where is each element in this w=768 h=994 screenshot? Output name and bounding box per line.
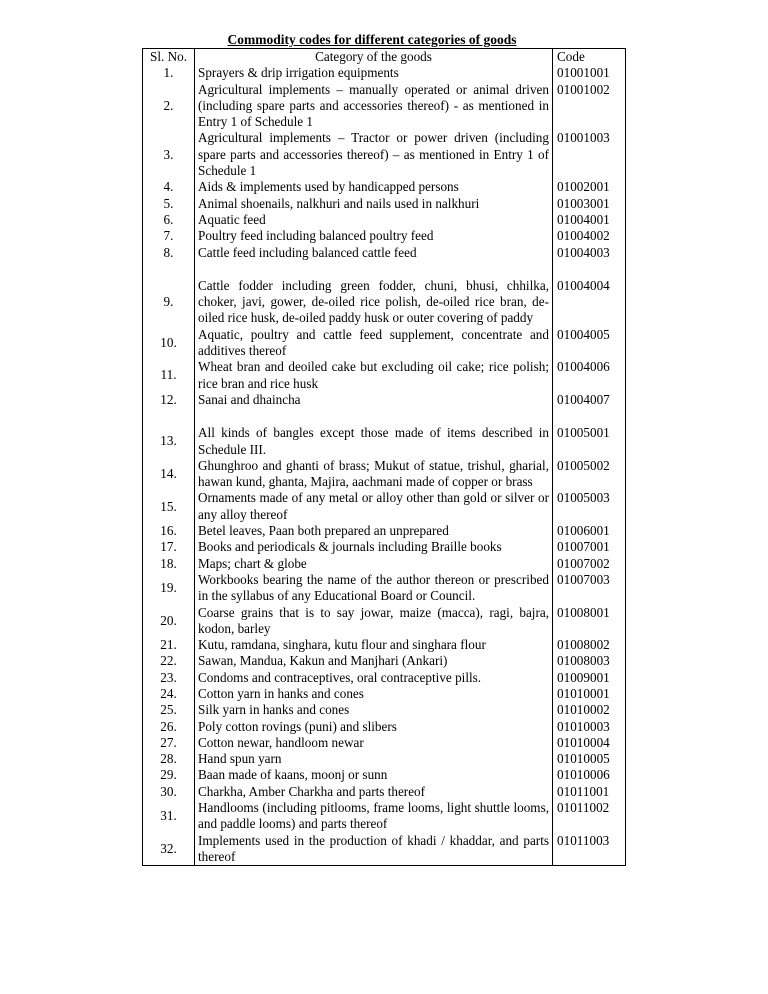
row-category: Condoms and contraceptives, oral contraceptive pills. [198,669,482,685]
row-code: 01005003 [553,490,626,523]
row-sl-no: 27. [143,735,195,751]
spacer-row [143,261,626,278]
row-sl-no: 23. [143,670,195,686]
table-row [143,179,626,195]
row-sl-no: 16. [143,523,195,539]
row-code: 01010001 [553,686,626,702]
row-sl-no: 3. [143,130,195,179]
table-row [143,130,626,179]
row-sl-no: 18. [143,556,195,572]
row-code: 01004002 [553,228,626,244]
row-sl-no: 14. [143,458,195,491]
table-row [143,539,626,555]
row-sl-no: 15. [143,490,195,523]
table-row [143,82,626,131]
table-row [143,327,626,360]
table-row [143,196,626,212]
row-category: Animal shoenails, nalkhuri and nails used in nalkhuri [198,195,480,211]
row-sl-no: 6. [143,212,195,228]
row-code: 01004004 [553,278,626,327]
spacer-cell [553,261,626,278]
spacer-cell [195,261,553,278]
spacer-row [143,408,626,425]
row-sl-no: 31. [143,800,195,833]
table-row [143,702,626,718]
row-code: 01010004 [553,735,626,751]
row-category: Agricultural implements – Tractor or power driven (including spare parts and accessories thereof) – as mentioned in Entry 1 of Schedule 1 [198,130,549,179]
row-category: Poly cotton rovings (puni) and slibers [198,718,397,734]
spacer-cell [553,408,626,425]
table-row [143,65,626,81]
row-sl-no: 1. [143,65,195,81]
row-category: Ornaments made of any metal or alloy other than gold or silver or any alloy thereof [198,490,549,522]
row-category: Cattle fodder including green fodder, chuni, bhusi, chhilka, choker, javi, gower, de-oiled rice polish, de-oiled rice bran, de-oiled rice husk, de-oiled paddy husk or outer covering of paddy [198,277,549,326]
row-sl-no: 20. [143,605,195,638]
row-sl-no: 29. [143,767,195,783]
row-category: Silk yarn in hanks and cones [198,702,350,718]
row-code: 01008003 [553,653,626,669]
row-category: Cotton newar, handloom newar [198,734,364,750]
table-row [143,458,626,491]
spacer-cell [143,261,195,278]
row-sl-no: 32. [143,833,195,866]
row-sl-no: 21. [143,637,195,653]
row-code: 01001001 [553,65,626,81]
row-sl-no: 25. [143,702,195,718]
table-row [143,212,626,228]
table-row [143,653,626,669]
spacer-cell [195,408,553,425]
row-category: Maps; chart & globe [198,555,307,571]
row-sl-no: 17. [143,539,195,555]
table-row [143,735,626,751]
row-code: 01004006 [553,359,626,392]
row-sl-no: 28. [143,751,195,767]
row-code: 01008001 [553,605,626,638]
row-category: All kinds of bangles except those made of items described in Schedule III. [198,425,549,457]
table-row [143,228,626,244]
row-category: Poultry feed including balanced poultry feed [198,228,434,244]
row-code: 01005002 [553,458,626,491]
row-sl-no: 12. [143,392,195,408]
row-category: Cotton yarn in hanks and cones [198,685,364,701]
row-code: 01007002 [553,556,626,572]
row-sl-no: 30. [143,784,195,800]
row-category: Cattle feed including balanced cattle feed [198,244,417,260]
row-category: Sprayers & drip irrigation equipments [198,65,399,81]
table-row [143,572,626,605]
row-sl-no: 22. [143,653,195,669]
row-code: 01004007 [553,392,626,408]
row-category: Hand spun yarn [198,751,282,767]
table-row [143,556,626,572]
row-category: Coarse grains that is to say jowar, maize (macca), ragi, bajra, kodon, barley [198,604,549,636]
row-sl-no: 5. [143,196,195,212]
row-category: Sanai and dhaincha [198,391,301,407]
header-category: Category of the goods [195,49,553,66]
table-row [143,719,626,735]
row-code: 01004001 [553,212,626,228]
row-code: 01008002 [553,637,626,653]
table-row [143,686,626,702]
document-title: Commodity codes for different categories of goods [227,32,517,47]
row-category: Ghunghroo and ghanti of brass; Mukut of statue, trishul, gharial, hawan kund, ghanta, Majira, aachmani made of copper or brass [198,457,549,490]
table-row [143,670,626,686]
row-sl-no: 8. [143,245,195,261]
row-sl-no: 9. [143,278,195,327]
row-code: 01001002 [553,82,626,131]
table-row [143,784,626,800]
table-row [143,800,626,833]
table-row [143,833,626,866]
row-category: Handlooms (including pitlooms, frame looms, light shuttle looms, and paddle looms) and parts thereof [198,800,549,832]
table-row [143,425,626,458]
row-sl-no: 10. [143,327,195,360]
header-code: Code [553,49,626,66]
row-code: 01005001 [553,425,626,458]
row-sl-no: 24. [143,686,195,702]
table-row [143,637,626,653]
table-row [143,751,626,767]
row-category: Wheat bran and deoiled cake but excluding oil cake; rice polish; rice bran and rice husk [198,359,549,391]
row-category: Kutu, ramdana, singhara, kutu flour and singhara flour [198,637,486,653]
row-code: 01004005 [553,327,626,360]
row-sl-no: 4. [143,179,195,195]
row-sl-no: 7. [143,228,195,244]
row-code: 01010003 [553,719,626,735]
row-category: Implements used in the production of khadi / khaddar, and parts thereof [195,833,553,866]
row-code: 01009001 [553,670,626,686]
header-sl-no: Sl. No. [143,49,195,66]
row-category: Aquatic feed [198,211,266,227]
row-code: 01007001 [553,539,626,555]
table-row [143,245,626,261]
row-category: Sawan, Mandua, Kakun and Manjhari (Ankari) [198,653,448,669]
row-category: Charkha, Amber Charkha and parts thereof [198,783,426,799]
row-code: 01010006 [553,767,626,783]
row-code: 01006001 [553,523,626,539]
spacer-cell [143,408,195,425]
row-code: 01003001 [553,196,626,212]
row-category: Agricultural implements – manually operated or animal driven (including spare parts and accessories thereof) - as mentioned in Entry 1 of Schedule 1 [198,81,549,130]
row-code: 01011001 [553,784,626,800]
row-sl-no: 26. [143,719,195,735]
row-code: 01011003 [553,833,626,866]
row-code: 01011002 [553,800,626,833]
table-row [143,523,626,539]
row-category: Betel leaves, Paan both prepared an unprepared [198,523,449,539]
row-code: 01007003 [553,572,626,605]
row-category: Aids & implements used by handicapped persons [198,179,459,195]
row-category: Aquatic, poultry and cattle feed supplement, concentrate and additives thereof [198,326,549,359]
table-row [143,392,626,408]
row-category: Baan made of kaans, moonj or sunn [198,767,388,783]
row-code: 01002001 [553,179,626,195]
row-sl-no: 2. [143,82,195,131]
row-code: 01004003 [553,245,626,261]
table-row [143,767,626,783]
table-row [143,490,626,523]
row-code: 01001003 [553,130,626,179]
header-row [143,49,626,66]
row-code: 01010002 [553,702,626,718]
table-row [143,605,626,638]
row-category: Workbooks bearing the name of the author thereon or prescribed in the syllabus of any Educational Board or Council. [198,571,549,604]
row-sl-no: 13. [143,425,195,458]
commodity-table [142,48,625,866]
row-code: 01010005 [553,751,626,767]
row-sl-no: 11. [143,359,195,392]
table-row [143,359,626,392]
row-category: Books and periodicals & journals including Braille books [198,539,502,555]
table-row [143,278,626,327]
row-sl-no: 19. [143,572,195,605]
